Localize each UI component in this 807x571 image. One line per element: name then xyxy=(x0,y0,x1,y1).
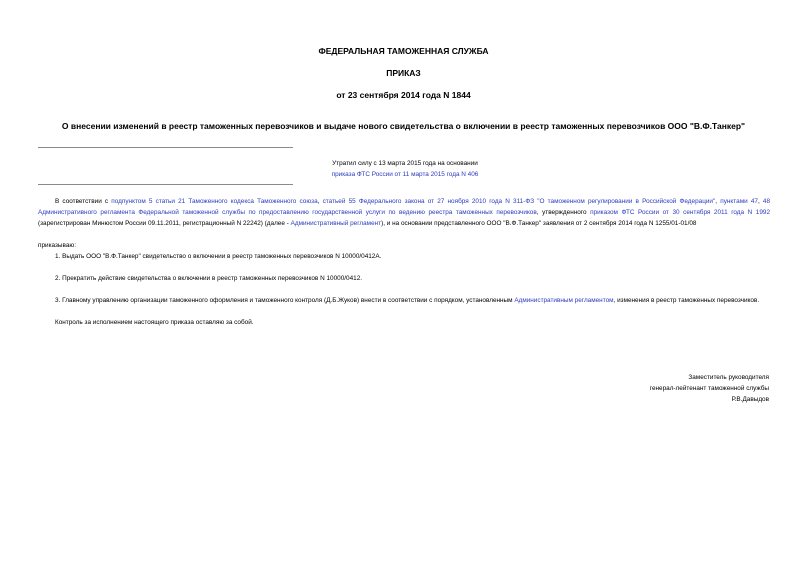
document-date: от 23 сентября 2014 года N 1844 xyxy=(336,90,471,100)
divider-bottom xyxy=(38,184,293,185)
preamble-text: , xyxy=(757,198,763,205)
preamble-paragraph xyxy=(38,196,770,229)
repeal-order-link[interactable]: приказа ФТС России от 11 марта 2015 года N 406 xyxy=(331,171,479,178)
document-body xyxy=(38,196,770,328)
federal-law-link[interactable]: статьей 55 Федерального закона от 27 ноября 2010 года N 311-ФЗ "О таможенном регулировании в Российской Федерации" xyxy=(322,198,716,205)
preamble-text: ), и на основании представленного ООО "В.Ф.Танкер" заявления от 2 сентября 2014 года N 1255/01-01/08 xyxy=(381,220,697,227)
control-paragraph: Контроль за исполнением настоящего приказа оставляю за собой. xyxy=(55,319,254,326)
fts-order-1992-link[interactable]: приказом ФТС России от 30 сентября 2011 года N 1992 xyxy=(590,209,771,216)
signature-block xyxy=(650,372,769,405)
preamble-text: , утвержденного xyxy=(536,209,591,216)
order-item-1: 1. Выдать ООО "В.Ф.Танкер" свидетельство о включении в реестр таможенных перевозчиков N 10000/0412А. xyxy=(55,253,382,260)
signer-rank: генерал-лейтенант таможенной службы xyxy=(649,385,769,392)
status-line: Утратил силу с 13 марта 2015 года на основании xyxy=(332,160,478,167)
signer-name: Р.В.Давыдов xyxy=(731,396,769,403)
status-note xyxy=(275,158,535,180)
item3-text: , изменения в реестр таможенных перевозчиков. xyxy=(613,297,760,304)
document-type: ПРИКАЗ xyxy=(386,68,421,78)
regulation-point-47-link[interactable]: пунктами 47 xyxy=(720,198,758,205)
signer-position: Заместитель руководителя xyxy=(688,374,769,381)
preamble-text: , xyxy=(317,198,323,205)
preamble-text: В соответствии с xyxy=(55,198,112,205)
regulation-point-48-link[interactable]: 48 Административного регламента Федеральной таможенной службы по предоставлению государственной услуги по ведению реестра таможенных перевозчиков xyxy=(38,198,770,216)
admin-regulation-link[interactable]: Административный регламент xyxy=(290,220,382,227)
order-item-2: 2. Прекратить действие свидетельства о включении в реестр таможенных перевозчиков N 10000/0412. xyxy=(55,275,363,282)
agency-heading: ФЕДЕРАЛЬНАЯ ТАМОЖЕННАЯ СЛУЖБА xyxy=(318,46,489,56)
customs-code-link[interactable]: подпунктом 5 статьи 21 Таможенного кодекса Таможенного союза xyxy=(111,198,318,205)
document-title: О внесении изменений в реестр таможенных перевозчиков и выдаче нового свидетельства о включении в реестр таможенных перевозчиков ООО "В.Ф.Танкер" xyxy=(61,121,746,131)
item3-text: 3. Главному управлению организации таможенного оформления и таможенного контроля (Д.Б.Жуков) внести в соответствии с порядком, установленным xyxy=(55,297,515,304)
preamble-text: (зарегистрирован Минюстом России 09.11.2011, регистрационный N 22242) (далее - xyxy=(38,220,291,227)
orders-word: приказываю: xyxy=(38,242,76,249)
divider-top xyxy=(38,147,293,148)
preamble-text: , xyxy=(715,198,721,205)
order-item-3 xyxy=(38,295,770,306)
admin-regulation-link-2[interactable]: Административным регламентом xyxy=(514,297,614,304)
